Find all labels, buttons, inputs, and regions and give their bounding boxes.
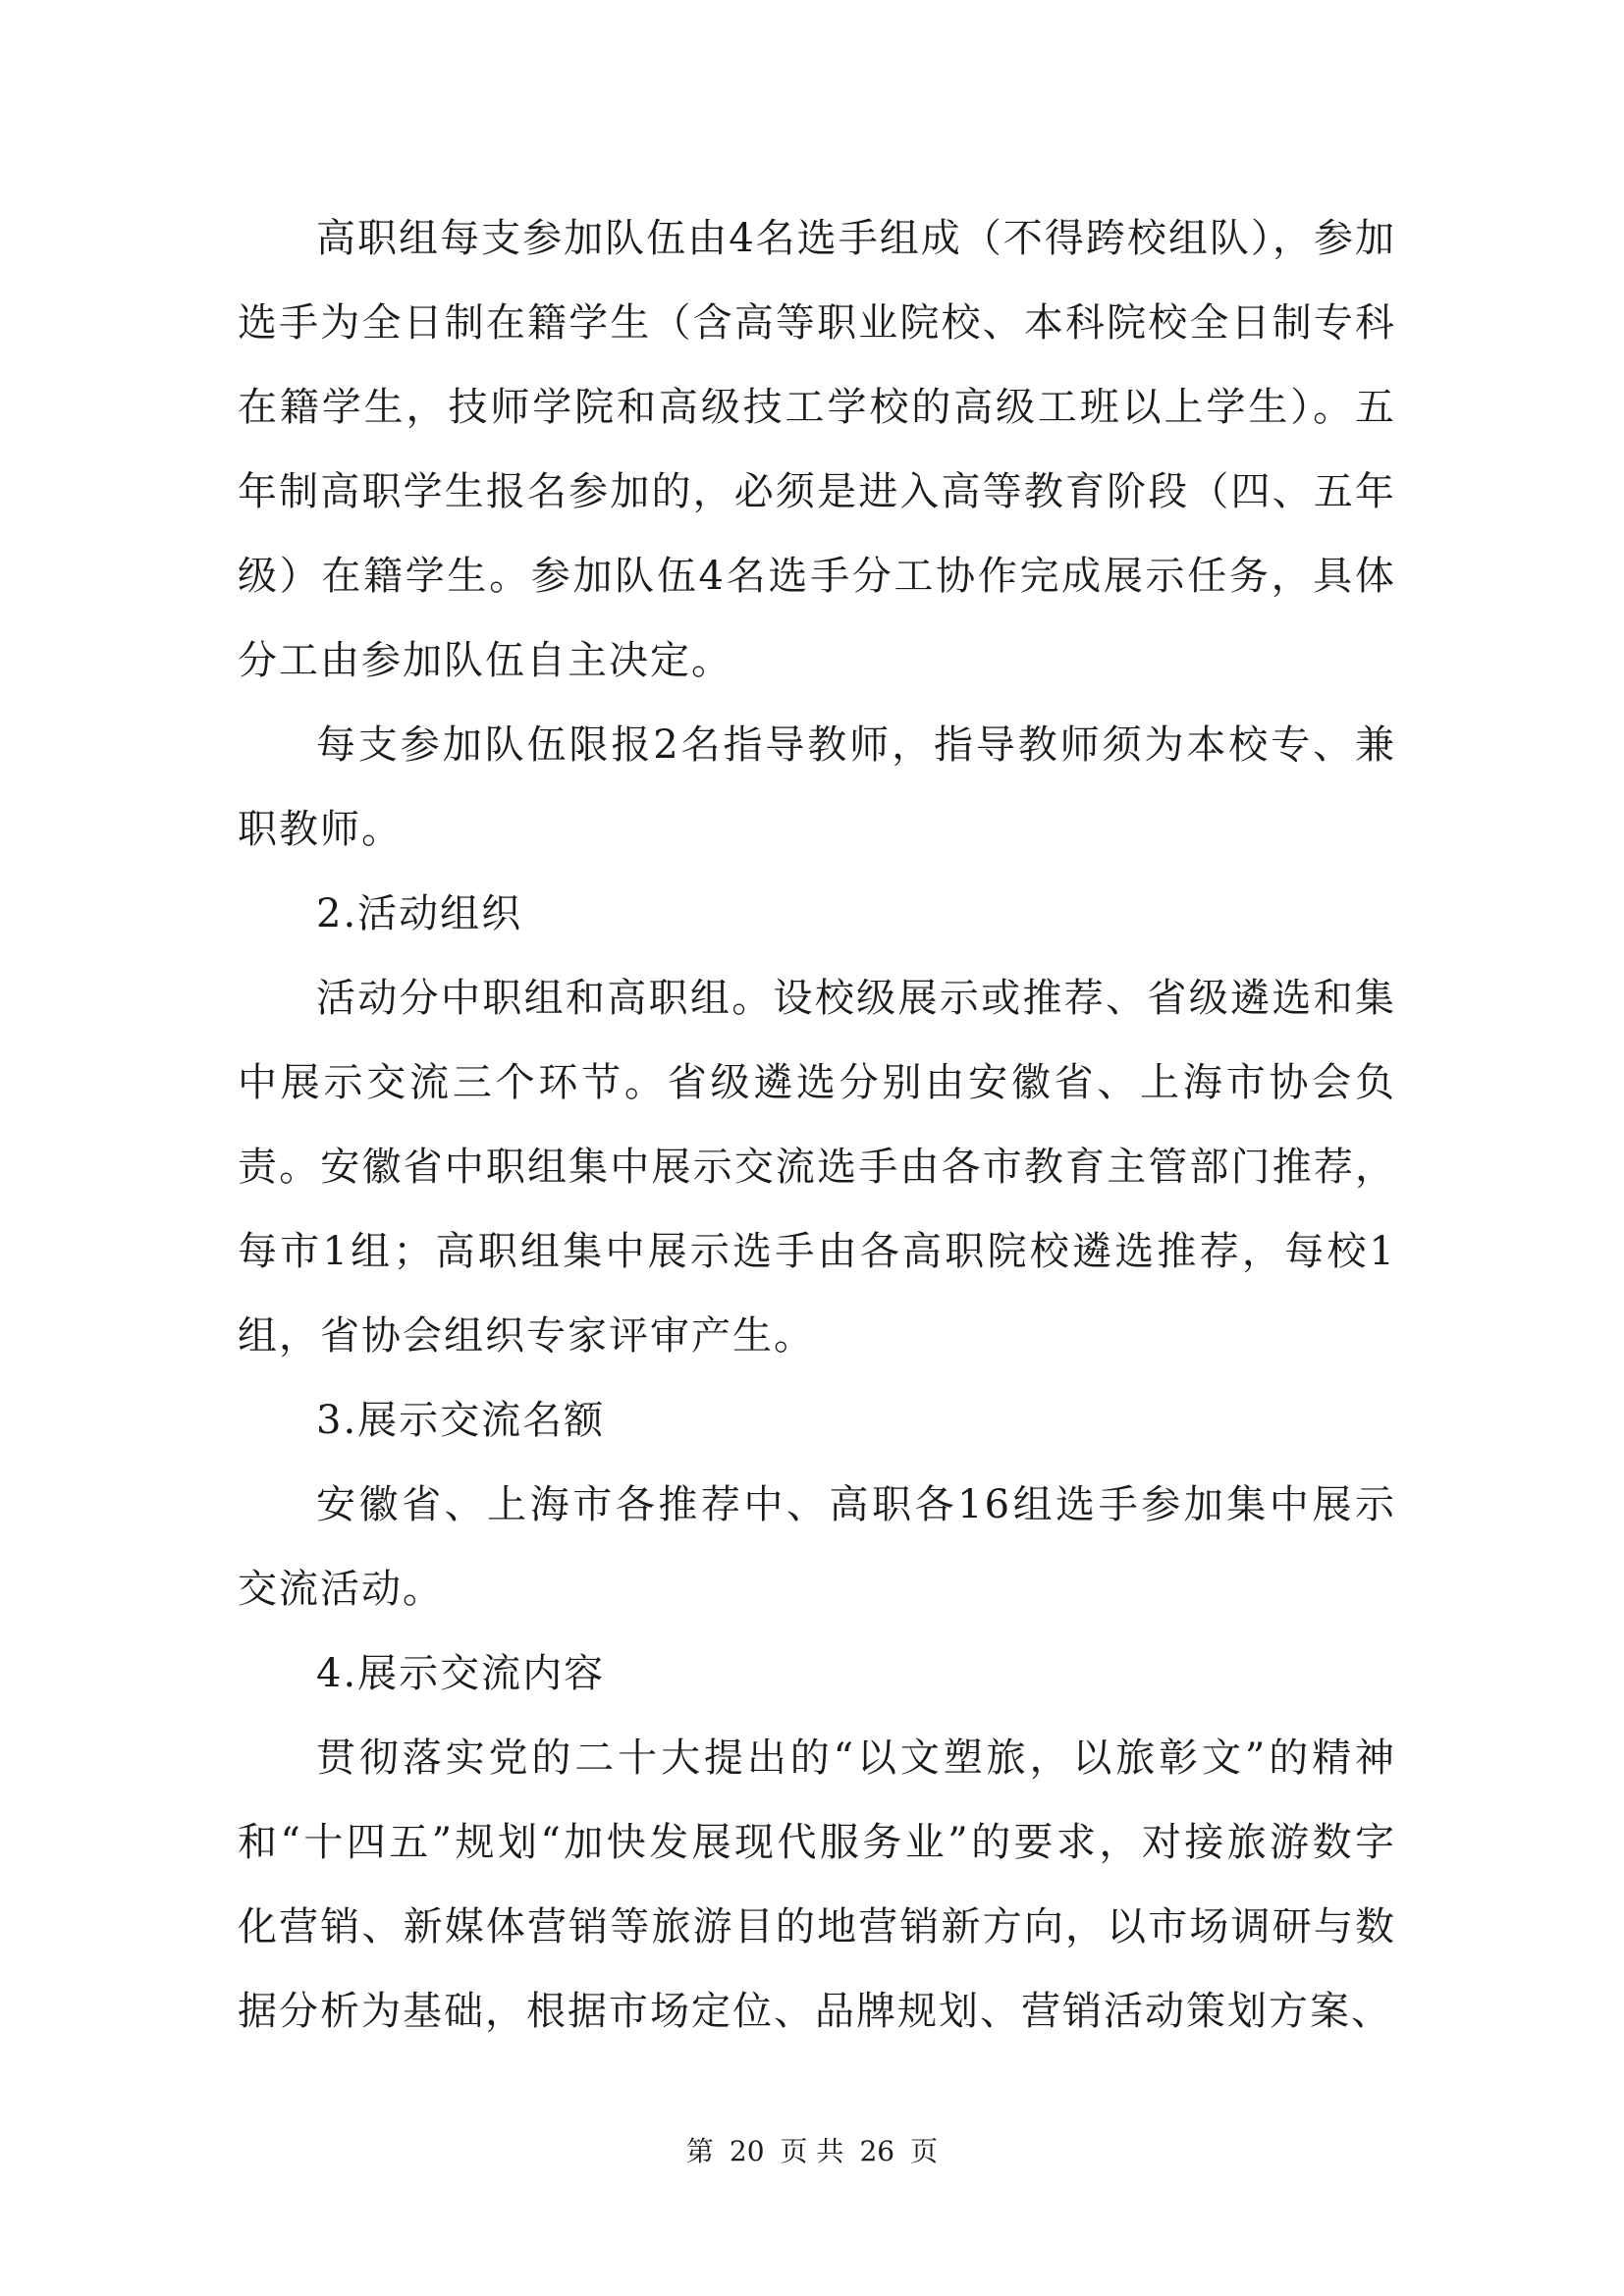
section-heading-quota: 3.展示交流名额 [316, 1398, 606, 1443]
footer-middle: 页 共 [780, 2135, 844, 2167]
section-heading-content: 4.展示交流内容 [316, 1651, 606, 1696]
footer-current-page: 20 [729, 2135, 765, 2167]
footer-suffix: 页 [910, 2135, 939, 2167]
paragraph-organization: 活动分中职组和高职组。设校级展示或推荐、省级遴选和集中展示交流三个环节。省级遴选分别由安徽省、上海市协会负责。安徽省中职组集中展示交流选手由各市教育主管部门推荐，每市1组；高职组集中展示选手由各高职院校遴选推荐，每校1组，省协会组织专家评审产生。 [238, 976, 1396, 1359]
page-footer [0, 2130, 1624, 2169]
paragraph-team-composition: 高职组每支参加队伍由4名选手组成（不得跨校组队），参加选手为全日制在籍学生（含高等职业院校、本科院校全日制专科在籍学生，技师学院和高级技工学校的高级工班以上学生）。五年制高职学生报名参加的，必须是进入高等教育阶段（四、五年级）在籍学生。参加队伍4名选手分工协作完成展示任务，具体分工由参加队伍自主决定。 [238, 216, 1396, 683]
footer-total-pages: 26 [859, 2135, 895, 2167]
paragraph-quota: 安徽省、上海市各推荐中、高职各16组选手参加集中展示交流活动。 [238, 1482, 1396, 1612]
footer-prefix: 第 [685, 2135, 714, 2167]
section-heading-organization: 2.活动组织 [316, 891, 523, 936]
document-body [238, 196, 1396, 2054]
paragraph-instructors: 每支参加队伍限报2名指导教师，指导教师须为本校专、兼职教师。 [238, 722, 1396, 852]
paragraph-content: 贯彻落实党的二十大提出的“以文塑旅，以旅彰文”的精神和“十四五”规划“加快发展现代服务业”的要求，对接旅游数字化营销、新媒体营销等旅游目的地营销新方向，以市场调研与数据分析为基础，根据市场定位、品牌规划、营销活动策划方案、 [238, 1735, 1396, 2034]
